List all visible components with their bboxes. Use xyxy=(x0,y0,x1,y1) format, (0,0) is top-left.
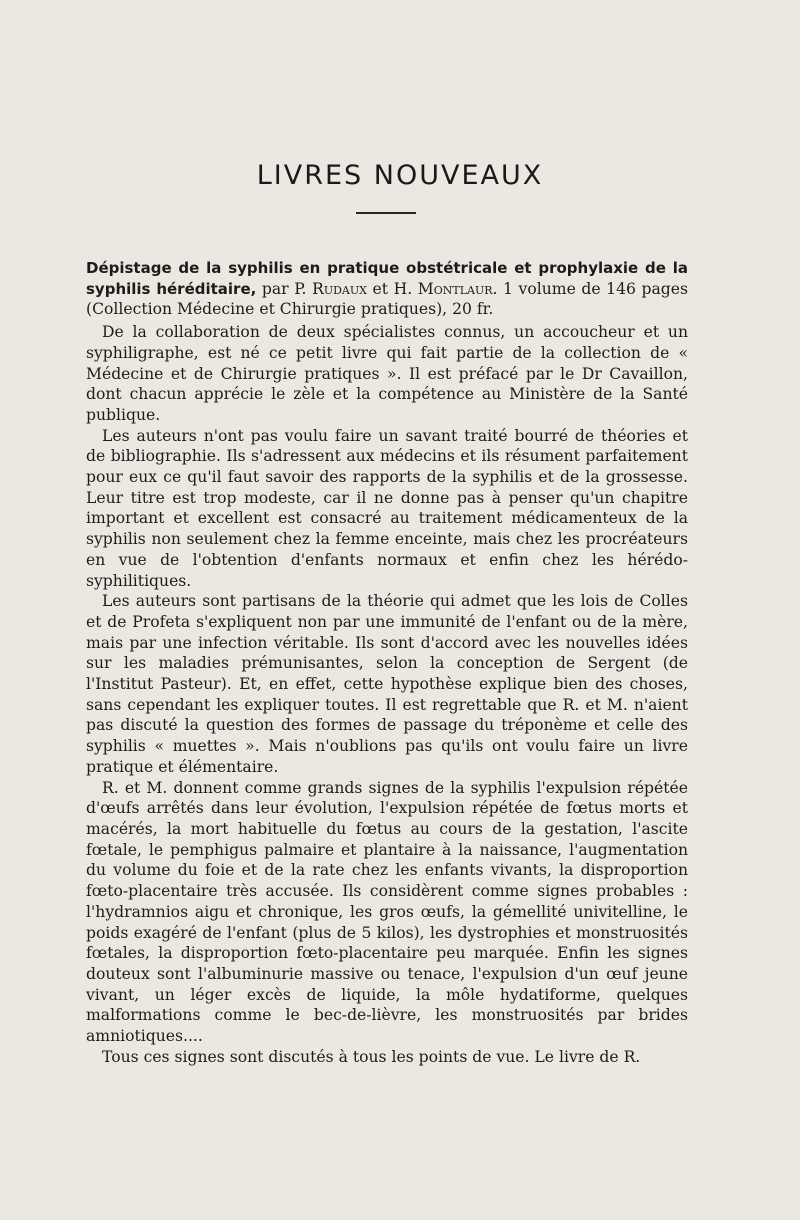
book-title: Dépistage de la syphilis en pratique obstétricale et prophylaxie de la syphilis héréditaire, xyxy=(86,259,688,298)
heading-and: et H. xyxy=(366,279,418,298)
heading-by: par P. xyxy=(256,279,313,298)
paragraph: Les auteurs sont partisans de la théorie qui admet que les lois de Colles et de Profeta s'expliquent non par une immunité de l'enfant ou de la mère, mais par une infection véritable. Ils sont d'accord avec les nouvelles idées sur les maladies prémunisantes, selon la conception de Sergent (de l'Institut Pasteur). Et, en effet, cette hypothèse explique bien des choses, sans cependant les expliquer toutes. Il est regrettable que R. et M. n'aient pas discuté la question des formes de passage du tréponème et celle des syphilis « muettes ». Mais n'oublions pas qu'ils ont voulu faire un livre pratique et élémentaire. xyxy=(86,592,688,776)
paragraph: Les auteurs n'ont pas voulu faire un savant traité bourré de théories et de bibliographie. Ils s'adressent aux médecins et ils résument parfaitement pour eux ce qu'il faut savoir des rapports de la syphilis et de la grossesse. Leur titre est trop modeste, car il ne donne pas à penser qu'un chapitre important et excellent est consacré au traitement médicamenteux de la syphilis non seulement chez la femme enceinte, mais chez les procréateurs en vue de l'obtention d'enfants normaux et enfin chez les hérédo-syphilitiques. xyxy=(86,426,688,590)
page-title: LIVRES NOUVEAUX xyxy=(256,160,544,191)
paragraph: Tous ces signes sont discutés à tous les points de vue. Le livre de R. xyxy=(102,1047,641,1066)
book-details: 1 volume de 146 pages (Collection Médecine et Chirurgie pratiques), 20 fr. xyxy=(86,279,688,319)
review-article xyxy=(86,258,688,1067)
author-montlaur: Montlaur. xyxy=(417,279,498,298)
author-rudaux: Rudaux xyxy=(312,279,367,298)
title-divider xyxy=(356,212,416,214)
paragraph: R. et M. donnent comme grands signes de la syphilis l'expulsion répétée d'œufs arrêtés dans leur évolution, l'expulsion répétée de fœtus morts et macérés, la mort habituelle du fœtus au cours de la gestation, l'ascite fœtale, le pemphigus palmaire et plantaire à la naissance, l'augmentation du volume du foie et de la rate chez les enfants vivants, la disproportion fœto-placentaire très accusée. Ils considèrent comme signes probables : l'hydramnios aigu et chronique, les gros œufs, la gémellité univitelline, le poids exagéré de l'enfant (plus de 5 kilos), les dystrophies et monstruosités fœtales, la disproportion fœto-placentaire peu marquée. Enfin les signes douteux sont l'albuminurie massive ou tenace, l'expulsion d'un œuf jeune vivant, un léger excès de liquide, la môle hydatiforme, quelques malformations comme le bec-de-lièvre, les monstruosités par brides amniotiques.... xyxy=(86,778,688,1046)
review-heading xyxy=(86,258,688,320)
paragraph: De la collaboration de deux spécialistes connus, un accoucheur et un syphiligraphe, est né ce petit livre qui fait partie de la collection de « Médecine et de Chirurgie pratiques ». Il est préfacé par le Dr Cavaillon, dont chacun apprécie le zèle et la compétence au Ministère de la Santé publique. xyxy=(86,323,688,424)
